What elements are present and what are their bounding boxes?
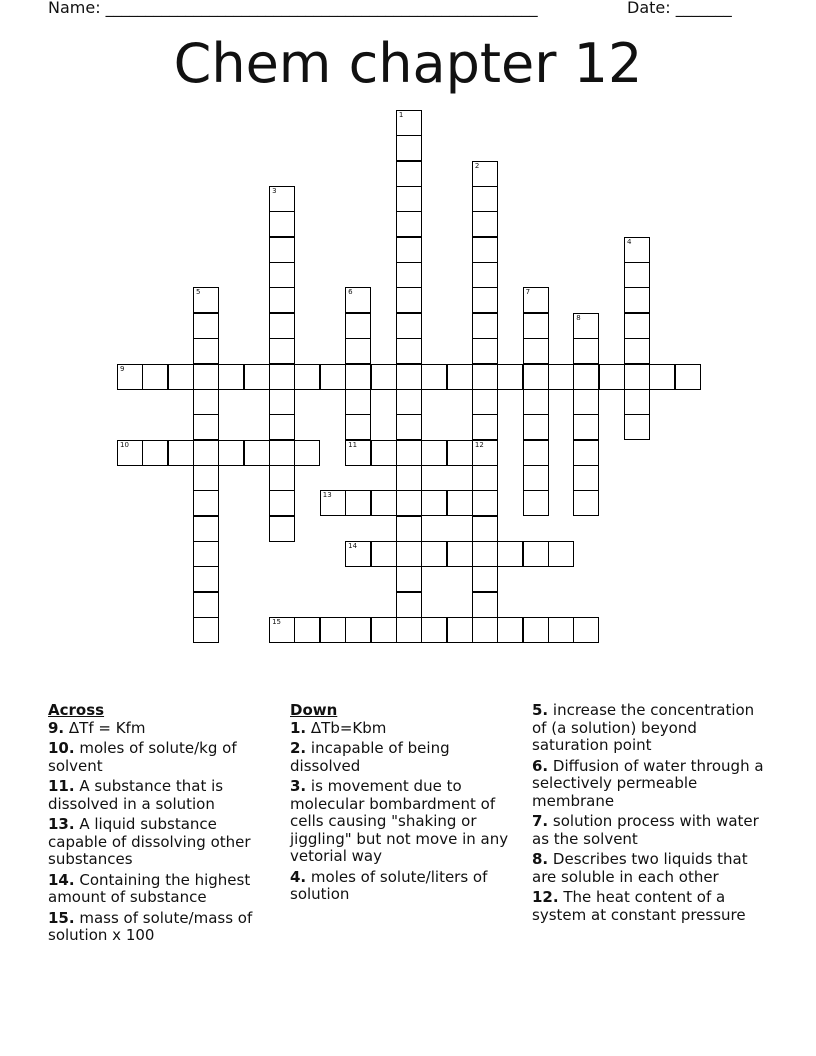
crossword-cell[interactable]: [497, 617, 523, 643]
crossword-cell[interactable]: [269, 440, 295, 466]
clue-item: [532, 889, 764, 924]
crossword-cell[interactable]: [624, 338, 650, 364]
crossword-cell[interactable]: [294, 440, 320, 466]
crossword-cell[interactable]: [523, 440, 549, 466]
crossword-cell[interactable]: [193, 338, 219, 364]
cell-number: 5: [196, 288, 201, 297]
crossword-cell[interactable]: [472, 566, 498, 592]
crossword-cell[interactable]: [573, 364, 599, 390]
clue-text: Containing the highest amount of substance: [48, 870, 251, 906]
crossword-cell[interactable]: [345, 364, 371, 390]
crossword-cell[interactable]: [345, 541, 371, 567]
cell-number: 1: [398, 111, 404, 119]
clue-item: [290, 869, 522, 904]
crossword-cell[interactable]: [472, 313, 498, 339]
crossword-cell[interactable]: [472, 287, 498, 313]
crossword-cell[interactable]: [649, 364, 675, 390]
crossword-cell[interactable]: [573, 389, 599, 415]
cell-number: 15: [272, 618, 282, 626]
crossword-cell[interactable]: [193, 414, 219, 440]
clue-item: [532, 758, 764, 811]
crossword-cell[interactable]: [269, 465, 295, 491]
crossword-cell[interactable]: [320, 617, 346, 643]
crossword-cell[interactable]: [396, 490, 422, 516]
crossword-cell[interactable]: [396, 516, 422, 542]
clue-number: 6.: [532, 756, 549, 775]
cell-number: 6: [348, 288, 353, 297]
crossword-cell[interactable]: [421, 617, 447, 643]
clue-number: 4.: [290, 867, 307, 886]
down-clues: [290, 702, 522, 907]
clue-item: [48, 720, 280, 738]
crossword-cell[interactable]: [472, 237, 498, 263]
crossword-cell[interactable]: [345, 287, 371, 313]
crossword-cell[interactable]: [193, 287, 219, 313]
crossword-cell[interactable]: [523, 414, 549, 440]
crossword-cell[interactable]: [573, 414, 599, 440]
crossword-cell[interactable]: [447, 364, 473, 390]
clue-item: [532, 813, 764, 848]
crossword-cell[interactable]: [447, 541, 473, 567]
clue-text: A liquid substance capable of dissolving other substances: [48, 815, 251, 868]
clue-number: 12.: [532, 888, 559, 906]
crossword-cell[interactable]: [371, 617, 397, 643]
crossword-cell[interactable]: [269, 262, 295, 288]
cell-number: 3: [272, 187, 277, 196]
crossword-cell[interactable]: [624, 262, 650, 288]
date-field[interactable]: Date: _______: [627, 0, 732, 17]
crossword-cell[interactable]: [472, 516, 498, 542]
crossword-cell[interactable]: [548, 364, 574, 390]
clue-text: incapable of being dissolved: [290, 739, 450, 775]
crossword-cell[interactable]: [421, 541, 447, 567]
crossword-cell[interactable]: [624, 364, 650, 390]
crossword-cell[interactable]: [345, 338, 371, 364]
crossword-cell[interactable]: [218, 364, 244, 390]
clue-item: [48, 740, 280, 775]
crossword-cell[interactable]: [523, 338, 549, 364]
crossword-cell[interactable]: [269, 237, 295, 263]
crossword-cell[interactable]: [396, 287, 422, 313]
cell-number: 11: [348, 440, 358, 449]
crossword-cell[interactable]: [371, 364, 397, 390]
page-title: Chem chapter 12: [173, 32, 643, 95]
crossword-cell[interactable]: [396, 211, 422, 237]
clue-number: 9.: [48, 718, 65, 737]
crossword-cell[interactable]: [624, 287, 650, 313]
clue-item: [532, 702, 764, 755]
crossword-cell[interactable]: [244, 364, 270, 390]
crossword-cell[interactable]: [472, 440, 498, 466]
clue-number: 2.: [290, 739, 307, 757]
crossword-cell[interactable]: [472, 161, 498, 187]
crossword-cell[interactable]: [345, 617, 371, 643]
crossword-cell[interactable]: [345, 313, 371, 339]
clue-item: [48, 910, 280, 945]
clue-text: solution process with water as the solvent: [532, 812, 759, 848]
clue-text: A substance that is dissolved in a solution: [48, 777, 224, 813]
crossword-cell[interactable]: [523, 465, 549, 491]
crossword-cell[interactable]: [396, 313, 422, 339]
crossword-cell[interactable]: [472, 186, 498, 212]
cell-number: 10: [120, 440, 129, 449]
cell-number: 13: [322, 491, 332, 500]
crossword-cell[interactable]: [396, 237, 422, 263]
name-field[interactable]: Name: ______________________________________________________: [48, 0, 538, 17]
clue-number: 10.: [48, 739, 75, 757]
crossword-cell[interactable]: [447, 617, 473, 643]
crossword-cell[interactable]: [269, 516, 295, 542]
clue-item: [48, 872, 280, 907]
crossword-cell[interactable]: [523, 541, 549, 567]
crossword-cell[interactable]: [396, 389, 422, 415]
crossword-cell[interactable]: [396, 135, 422, 161]
crossword-cell[interactable]: [193, 617, 219, 643]
crossword-cell[interactable]: [396, 566, 422, 592]
crossword-cell[interactable]: [345, 414, 371, 440]
across-heading: Across: [48, 701, 105, 719]
crossword-cell[interactable]: [599, 364, 625, 390]
crossword-cell[interactable]: [497, 541, 523, 567]
clue-number: 14.: [48, 870, 75, 889]
cell-number: 4: [627, 237, 632, 246]
crossword-cell[interactable]: [447, 490, 473, 516]
clue-text: increase the concentration of (a solution) beyond saturation point: [532, 701, 755, 754]
crossword-cell[interactable]: [421, 490, 447, 516]
crossword-cell[interactable]: [396, 364, 422, 390]
crossword-cell[interactable]: [472, 617, 498, 643]
clue-item: [290, 740, 522, 775]
crossword-cell[interactable]: [472, 364, 498, 390]
crossword-cell[interactable]: [624, 389, 650, 415]
clue-text: moles of solute/kg of solvent: [48, 739, 237, 775]
crossword-cell[interactable]: [396, 617, 422, 643]
crossword-cell[interactable]: [396, 338, 422, 364]
crossword-cell[interactable]: [421, 364, 447, 390]
crossword-cell[interactable]: [472, 389, 498, 415]
crossword-cell[interactable]: [193, 389, 219, 415]
clue-number: 3.: [290, 777, 307, 795]
crossword-cell[interactable]: [193, 440, 219, 466]
clue-item: [532, 851, 764, 886]
clue-text: Describes two liquids that are soluble in each other: [532, 850, 748, 886]
crossword-cell[interactable]: [573, 440, 599, 466]
crossword-cell[interactable]: [573, 338, 599, 364]
crossword-cell[interactable]: [371, 440, 397, 466]
crossword-cell[interactable]: [624, 414, 650, 440]
crossword-cell[interactable]: [396, 262, 422, 288]
clue-text: ΔTb=Kbm: [306, 718, 387, 737]
across-clues: [48, 702, 280, 948]
across-clue-list: [48, 720, 280, 945]
crossword-cell[interactable]: [320, 490, 346, 516]
crossword-cell[interactable]: [269, 490, 295, 516]
crossword-cell[interactable]: [371, 490, 397, 516]
crossword-cell[interactable]: [269, 186, 295, 212]
crossword-cell[interactable]: [168, 364, 194, 390]
crossword-cell[interactable]: [294, 364, 320, 390]
crossword-cell[interactable]: [269, 389, 295, 415]
crossword-cell[interactable]: [472, 338, 498, 364]
crossword-cell[interactable]: [472, 262, 498, 288]
crossword-cell[interactable]: [523, 364, 549, 390]
crossword-cell[interactable]: [193, 465, 219, 491]
clue-number: 11.: [48, 777, 75, 795]
crossword-cell[interactable]: [345, 440, 371, 466]
crossword-cell[interactable]: [269, 338, 295, 364]
crossword-cell[interactable]: [117, 440, 143, 466]
crossword-cell[interactable]: [523, 287, 549, 313]
crossword-cell[interactable]: [269, 313, 295, 339]
down-clue-list: [290, 720, 522, 904]
crossword-cell[interactable]: [497, 364, 523, 390]
clue-number: 15.: [48, 908, 75, 927]
crossword-cell[interactable]: [371, 541, 397, 567]
crossword-cell[interactable]: [396, 110, 422, 136]
clue-text: is movement due to molecular bombardment of cells causing "shaking or jiggling" but not move in any vetorial way: [290, 777, 509, 865]
crossword-cell[interactable]: [573, 313, 599, 339]
crossword-cell[interactable]: [396, 161, 422, 187]
clue-number: 5.: [532, 701, 549, 719]
crossword-cell[interactable]: [269, 211, 295, 237]
crossword-cell[interactable]: [269, 617, 295, 643]
crossword-cell[interactable]: [624, 237, 650, 263]
crossword-cell[interactable]: [142, 440, 168, 466]
crossword-cell[interactable]: [396, 186, 422, 212]
crossword-cell[interactable]: [244, 440, 270, 466]
crossword-cell[interactable]: [548, 541, 574, 567]
clue-text: moles of solute/liters of solution: [290, 867, 488, 903]
crossword-cell[interactable]: [193, 592, 219, 618]
crossword-cell[interactable]: [320, 364, 346, 390]
crossword-cell[interactable]: [193, 490, 219, 516]
crossword-cell[interactable]: [396, 414, 422, 440]
crossword-cell[interactable]: [421, 440, 447, 466]
crossword-cell[interactable]: [396, 592, 422, 618]
crossword-cell[interactable]: [573, 617, 599, 643]
crossword-cell[interactable]: [193, 566, 219, 592]
clue-text: Diffusion of water through a selectively permeable membrane: [532, 756, 764, 810]
crossword-cell[interactable]: [472, 592, 498, 618]
crossword-cell[interactable]: [472, 211, 498, 237]
crossword-cell[interactable]: [523, 389, 549, 415]
crossword-cell[interactable]: [573, 465, 599, 491]
crossword-cell[interactable]: [523, 313, 549, 339]
clue-item: [48, 816, 280, 869]
clue-number: 8.: [532, 850, 549, 868]
cell-number: 8: [576, 313, 581, 322]
crossword-cell[interactable]: [396, 440, 422, 466]
clue-number: 1.: [290, 718, 307, 737]
crossword-cell[interactable]: [447, 440, 473, 466]
down-clue-list-continued: [532, 702, 764, 924]
cell-number: 14: [348, 541, 358, 550]
clue-item: [290, 720, 522, 738]
crossword-cell[interactable]: [675, 364, 701, 390]
crossword-cell[interactable]: [193, 313, 219, 339]
crossword-cell[interactable]: [193, 516, 219, 542]
crossword-cell[interactable]: [523, 490, 549, 516]
crossword-cell[interactable]: [269, 287, 295, 313]
clue-text: The heat content of a system at constant pressure: [532, 888, 746, 924]
crossword-cell[interactable]: [573, 490, 599, 516]
down-heading: Down: [290, 701, 338, 719]
crossword-cell[interactable]: [523, 617, 549, 643]
crossword-cell[interactable]: [472, 414, 498, 440]
crossword-cell[interactable]: [142, 364, 168, 390]
clue-item: [48, 778, 280, 813]
crossword-cell[interactable]: [345, 490, 371, 516]
crossword-cell[interactable]: [294, 617, 320, 643]
cell-number: 2: [474, 161, 480, 170]
clue-text: mass of solute/mass of solution x 100: [48, 908, 253, 944]
down-clues-continued: [532, 702, 764, 927]
clue-text: ΔTf = Kfm: [64, 718, 146, 737]
crossword-cell[interactable]: [193, 541, 219, 567]
crossword-cell[interactable]: [548, 617, 574, 643]
crossword-cell[interactable]: [472, 541, 498, 567]
crossword-cell[interactable]: [269, 364, 295, 390]
clue-item: [290, 778, 522, 866]
clue-number: 7.: [532, 812, 549, 830]
cell-number: 9: [120, 364, 125, 373]
crossword-cell[interactable]: [117, 364, 143, 390]
crossword-cell[interactable]: [624, 313, 650, 339]
cell-number: 7: [525, 288, 531, 297]
crossword-cell[interactable]: [472, 465, 498, 491]
crossword-cell[interactable]: [472, 490, 498, 516]
crossword-cell[interactable]: [345, 389, 371, 415]
cell-number: 12: [474, 440, 484, 449]
crossword-cell[interactable]: [396, 541, 422, 567]
clue-number: 13.: [48, 815, 75, 833]
crossword-cell[interactable]: [193, 364, 219, 390]
crossword-cell[interactable]: [218, 440, 244, 466]
crossword-cell[interactable]: [168, 440, 194, 466]
crossword-cell[interactable]: [396, 465, 422, 491]
crossword-cell[interactable]: [269, 414, 295, 440]
